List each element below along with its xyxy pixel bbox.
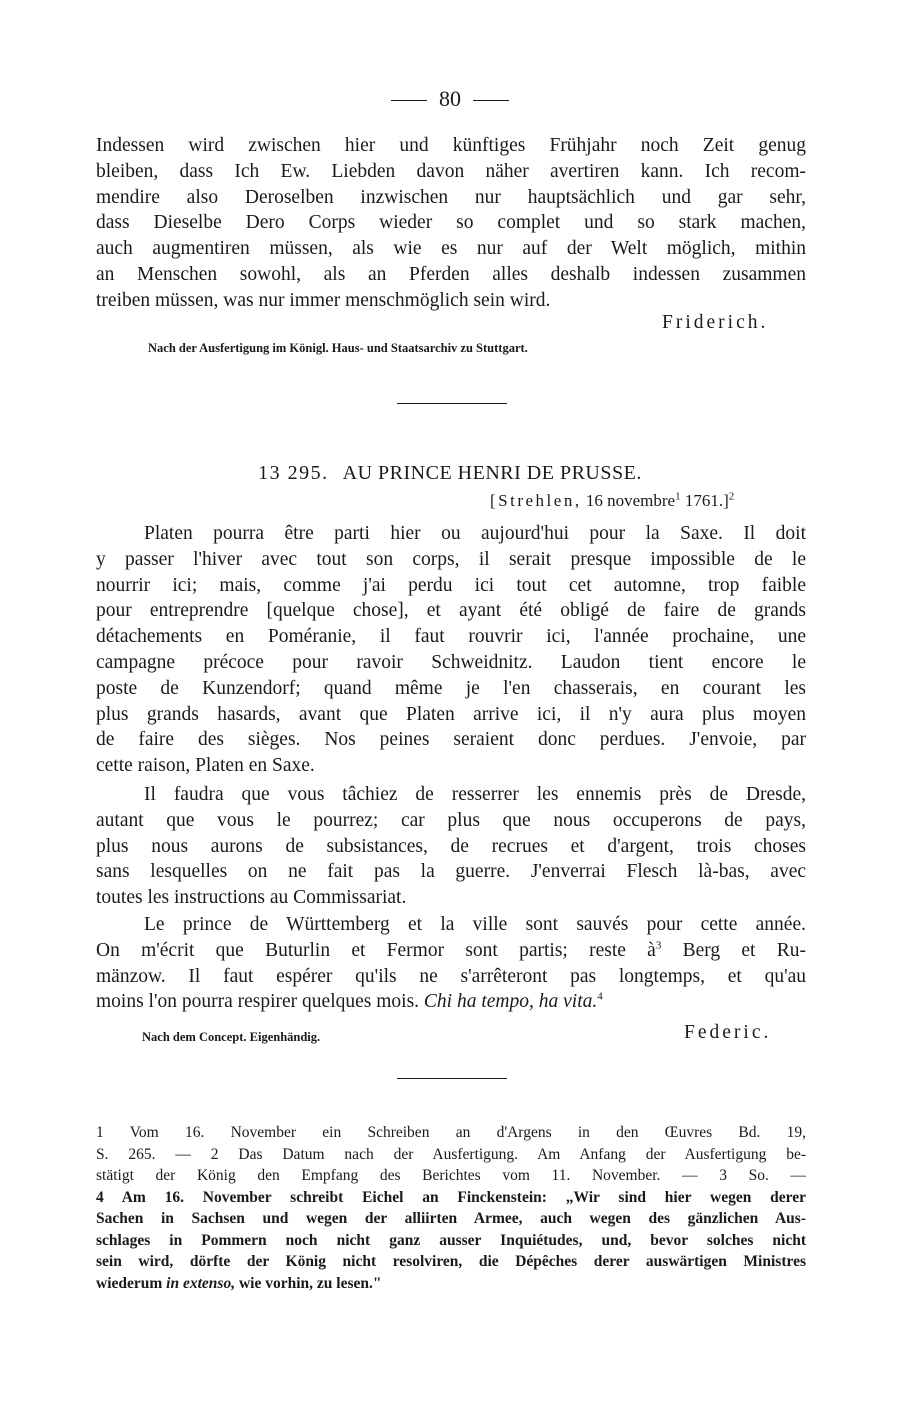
text-segment: wiederum	[96, 1274, 163, 1292]
text-line: mendire also Deroselben inzwischen nur hauptsächlich und gar sehr,	[96, 186, 806, 208]
footnote-ref: 1	[675, 490, 681, 503]
previous-letter-signature: Friderich.	[662, 312, 769, 333]
letter-heading	[0, 462, 900, 485]
text-line: poste de Kunzendorf; quand même je l'en chasserais, en courant les	[96, 677, 806, 699]
letter-source: Nach dem Concept. Eigenhändig.	[142, 1030, 321, 1044]
text-line: auch augmentiren müssen, als wie es nur auf der Welt möglich, mithin	[96, 238, 806, 260]
text-line: mänzow. Il faut espérer qu'ils ne s'arrêteront pas longtemps, et qu'au	[96, 965, 806, 987]
text-line: cette raison, Platen en Saxe.	[96, 755, 315, 777]
footnote-line: sein wird, dörfte der König nicht resolviren, die Dépêches derer auswärtigen Ministres	[96, 1253, 806, 1270]
text-line: détachements en Poméranie, il faut rouvrir ici, l'année prochaine, une	[96, 626, 806, 648]
letter-paragraph-3	[96, 912, 806, 1015]
footnote-line	[96, 1273, 806, 1295]
text-line: nourrir ici; mais, comme j'ai perdu ici tout cet automne, trop faible	[96, 574, 806, 596]
text-line: plus grands hasards, avant que Platen arrive ici, il n'y aura plus moyen	[96, 703, 806, 725]
page-number-dash-right	[473, 100, 509, 101]
text-line: Il faudra que vous tâchiez de resserrer les ennemis près de Dresde,	[144, 784, 806, 805]
letter-dateline	[490, 491, 734, 511]
text-line	[96, 989, 806, 1015]
letter-number: 13 295.	[258, 462, 329, 484]
footnotes	[96, 1122, 806, 1294]
footnote-ref: 3	[655, 939, 662, 952]
text-segment: Berg et Ru-	[682, 939, 806, 961]
letter-title: AU PRINCE HENRI DE PRUSSE.	[342, 462, 642, 484]
footnote-ref: 4	[597, 990, 603, 1003]
text-line: y passer l'hiver avec tout son corps, il serait presque impossible de le	[96, 548, 806, 570]
letter-paragraph-2	[96, 782, 806, 911]
text-line: pour entreprendre [quelque chose], et ayant été obligé de faire de grands	[96, 600, 806, 622]
text-line	[96, 938, 806, 964]
footnote-line: stätigt der König den Empfang des Berichtes vom 11. November. — 3 So. —	[96, 1167, 806, 1184]
text-line: de faire des sièges. Nos peines seraient donc perdues. J'envoie, par	[96, 729, 806, 751]
text-line: plus nous aurons de subsistances, de recrues et d'argent, trois choses	[96, 835, 806, 857]
letter-paragraph-1	[96, 521, 806, 779]
footnote-line: 1 Vom 16. November ein Schreiben an d'Argens in den Œuvres Bd. 19,	[96, 1124, 806, 1141]
text-line: an Menschen sowohl, als an Pferden alles deshalb indessen zusammen	[96, 263, 806, 285]
dateline-year: 1761.]	[684, 491, 729, 510]
footnote-line: S. 265. — 2 Das Datum nach der Ausfertigung. Am Anfang der Ausfertigung be-	[96, 1145, 806, 1163]
italic-phrase: Chi ha tempo, ha vita.	[423, 991, 598, 1013]
text-segment: wie vorhin, zu lesen."	[238, 1274, 382, 1292]
letter-signature: Federic.	[684, 1022, 772, 1043]
page-number	[0, 86, 900, 112]
text-line: Indessen wird zwischen hier und künftiges Frühjahr noch Zeit genug	[96, 135, 806, 156]
text-line: bleiben, dass Ich Ew. Liebden davon näher avertiren kann. Ich recom-	[96, 160, 806, 182]
page-number-dash-left	[391, 100, 427, 101]
text-line: campagne précoce pour ravoir Schweidnitz. Laudon tient encore le	[96, 651, 806, 673]
text-line: Platen pourra être parti hier ou aujourd'hui pour la Saxe. Il doit	[144, 523, 806, 544]
page-number-text: 80	[439, 86, 461, 111]
dateline-date: 16 novembre	[585, 491, 676, 510]
previous-letter-body	[96, 133, 806, 314]
footnote-line: schlages in Pommern noch nicht ganz ausser Inquiétudes, und, bevor solches nicht	[96, 1231, 806, 1249]
text-line: treiben müssen, was nur immer menschmöglich sein wird.	[96, 289, 551, 311]
text-line: toutes les instructions au Commissariat.	[96, 887, 407, 909]
text-line: dass Dieselbe Dero Corps wieder so complet und so stark machen,	[96, 212, 806, 234]
text-line: sans lesquelles on ne fait pas la guerre. J'enverrai Flesch là-bas, avec	[96, 861, 806, 883]
footnote-divider	[397, 1078, 507, 1079]
text-segment: On m'écrit que Buturlin et Fermor sont partis; reste à	[96, 939, 656, 961]
footnote-ref: 2	[728, 490, 735, 503]
footnote-line: Sachen in Sachsen und wegen der alliirten Armee, auch wegen des gänzlichen Aus-	[96, 1210, 806, 1227]
footnote-line: 4 Am 16. November schreibt Eichel an Finckenstein: „Wir sind hier wegen derer	[96, 1188, 806, 1206]
text-segment: moins l'on pourra respirer quelques mois.	[96, 991, 420, 1013]
dateline-place: [Strehlen,	[490, 491, 582, 510]
text-line: autant que vous le pourrez; car plus que nous occuperons de pays,	[96, 809, 806, 831]
section-divider	[397, 403, 507, 404]
previous-letter-source: Nach der Ausfertigung im Königl. Haus- und Staatsarchiv zu Stuttgart.	[148, 341, 528, 355]
italic-phrase: in extenso,	[166, 1274, 236, 1292]
text-line: Le prince de Württemberg et la ville sont sauvés pour cette année.	[144, 914, 806, 935]
